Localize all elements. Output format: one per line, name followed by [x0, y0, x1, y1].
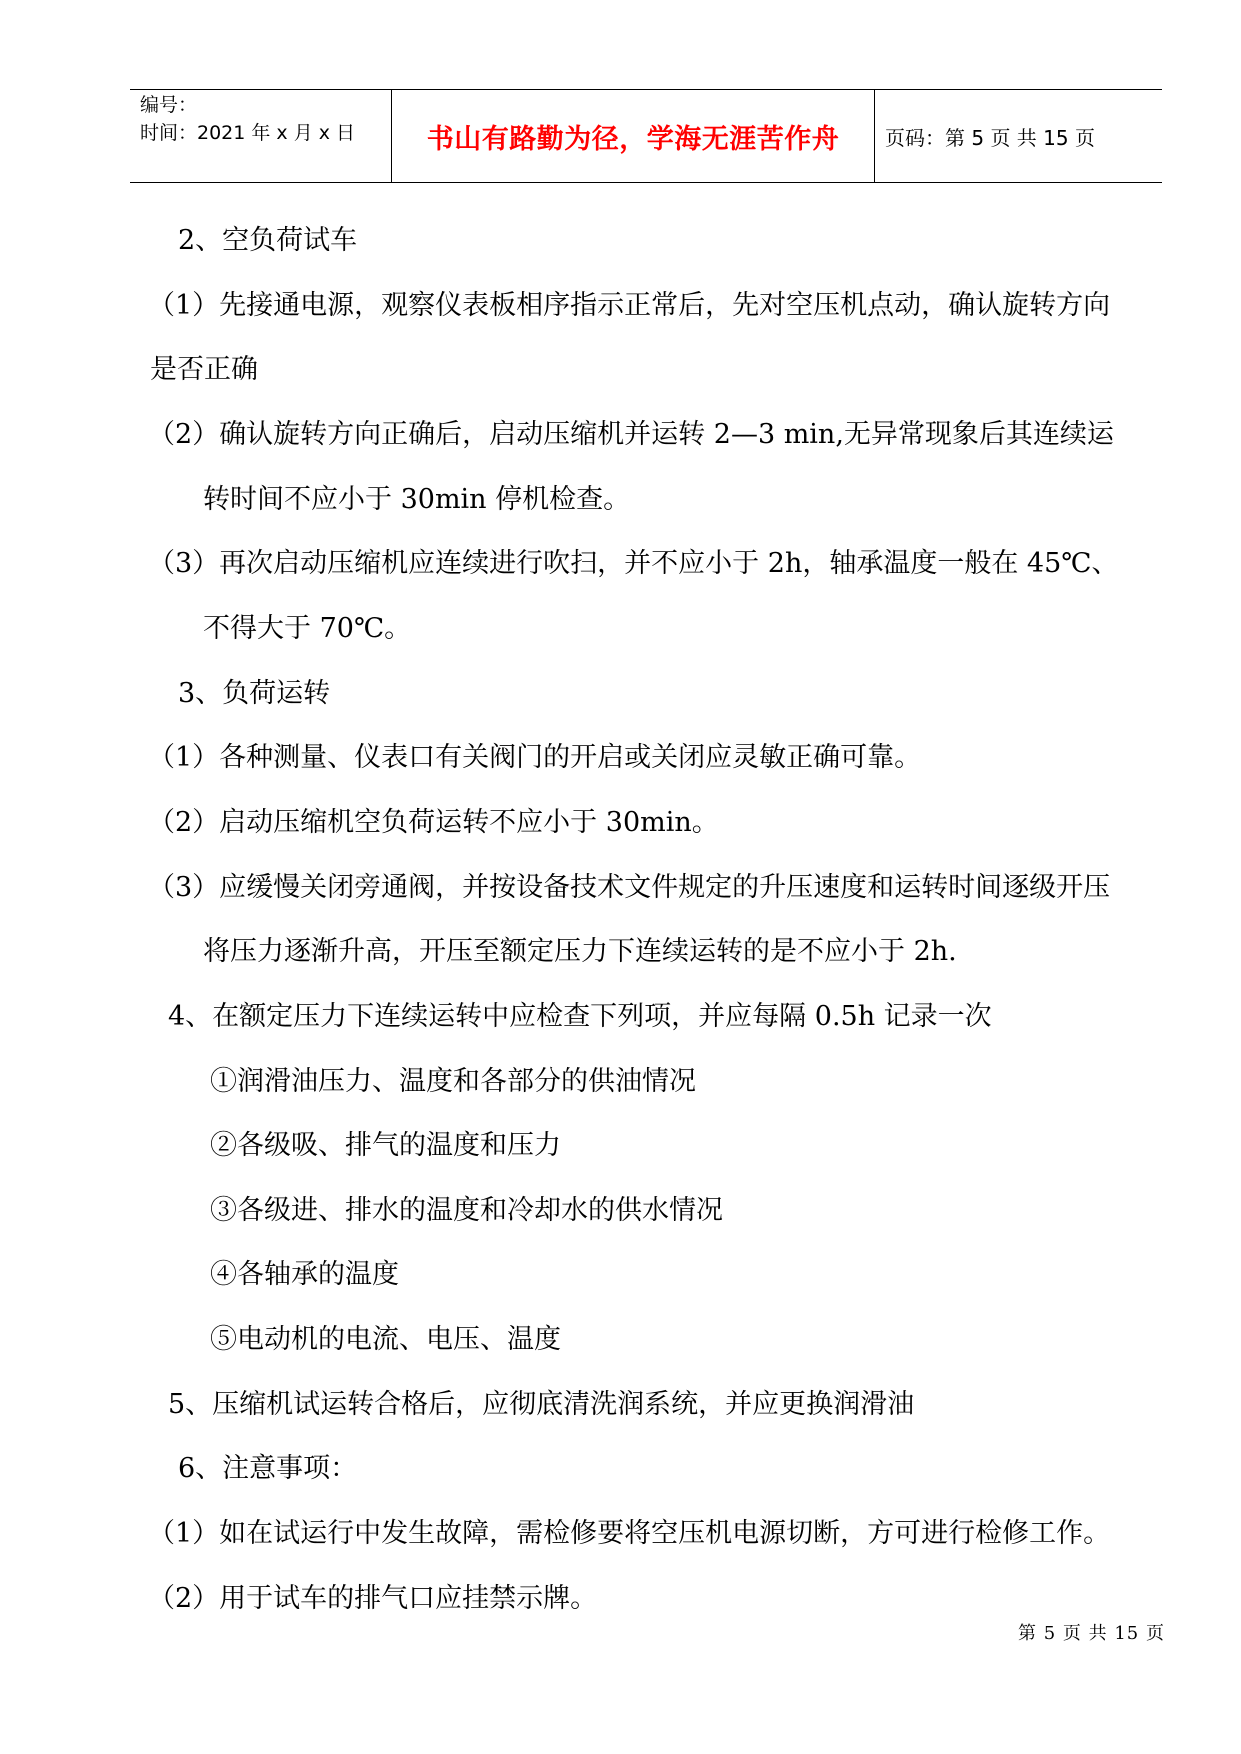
paragraph-line: （1）先接通电源，观察仪表板相序指示正常后，先对空压机点动，确认旋转方向 — [148, 290, 1111, 321]
section-heading: 6、注意事项： — [178, 1453, 358, 1484]
list-item: ⑤电动机的电流、电压、温度 — [210, 1324, 561, 1355]
paragraph-line: 是否正确 — [150, 354, 258, 385]
paragraph-line: （1）如在试运行中发生故障，需检修要将空压机电源切断，方可进行检修工作。 — [148, 1518, 1111, 1549]
paragraph-line: 不得大于 70℃。 — [203, 613, 412, 644]
paragraph-line: （2）启动压缩机空负荷运转不应小于 30min。 — [148, 807, 719, 838]
paragraph-line: （2）用于试车的排气口应挂禁示牌。 — [148, 1583, 598, 1614]
header-motto: 书山有路勤为径，学海无涯苦作舟 — [426, 123, 840, 155]
header-number-label: 编号： — [140, 94, 198, 116]
list-item: ③各级进、排水的温度和冷却水的供水情况 — [210, 1195, 723, 1226]
header-meta — [140, 90, 390, 182]
header-time-label: 时间：2021 年 x 月 x 日 — [140, 122, 356, 144]
header-page-label: 页码：第 5 页 共 15 页 — [885, 125, 1095, 150]
list-item: ④各轴承的温度 — [210, 1259, 399, 1290]
paragraph-line: 将压力逐渐升高，开压至额定压力下连续运转的是不应小于 2h. — [203, 936, 957, 967]
page-footer: 第 5 页 共 15 页 — [1018, 1623, 1165, 1644]
header-divider — [874, 90, 875, 182]
list-item: ②各级吸、排气的温度和压力 — [210, 1130, 561, 1161]
paragraph-line: 转时间不应小于 30min 停机检查。 — [203, 484, 631, 515]
section-heading: 5、压缩机试运转合格后，应彻底清洗润系统，并应更换润滑油 — [168, 1389, 915, 1420]
paragraph-line: （3）再次启动压缩机应连续进行吹扫，并不应小于 2h，轴承温度一般在 45℃、 — [148, 548, 1119, 579]
header-divider — [391, 90, 392, 182]
paragraph-line: （1）各种测量、仪表口有关阀门的开启或关闭应灵敏正确可靠。 — [148, 742, 922, 773]
section-heading: 2、空负荷试车 — [178, 225, 358, 256]
document-header — [130, 89, 1162, 183]
paragraph-line: （3）应缓慢关闭旁通阀，并按设备技术文件规定的升压速度和运转时间逐级开压 — [148, 872, 1111, 903]
section-heading: 4、在额定压力下连续运转中应检查下列项，并应每隔 0.5h 记录一次 — [168, 1001, 992, 1032]
paragraph-line: （2）确认旋转方向正确后，启动压缩机并运转 2—3 min,无异常现象后其连续运 — [148, 419, 1114, 450]
list-item: ①润滑油压力、温度和各部分的供油情况 — [210, 1066, 696, 1097]
section-heading: 3、负荷运转 — [178, 678, 331, 709]
